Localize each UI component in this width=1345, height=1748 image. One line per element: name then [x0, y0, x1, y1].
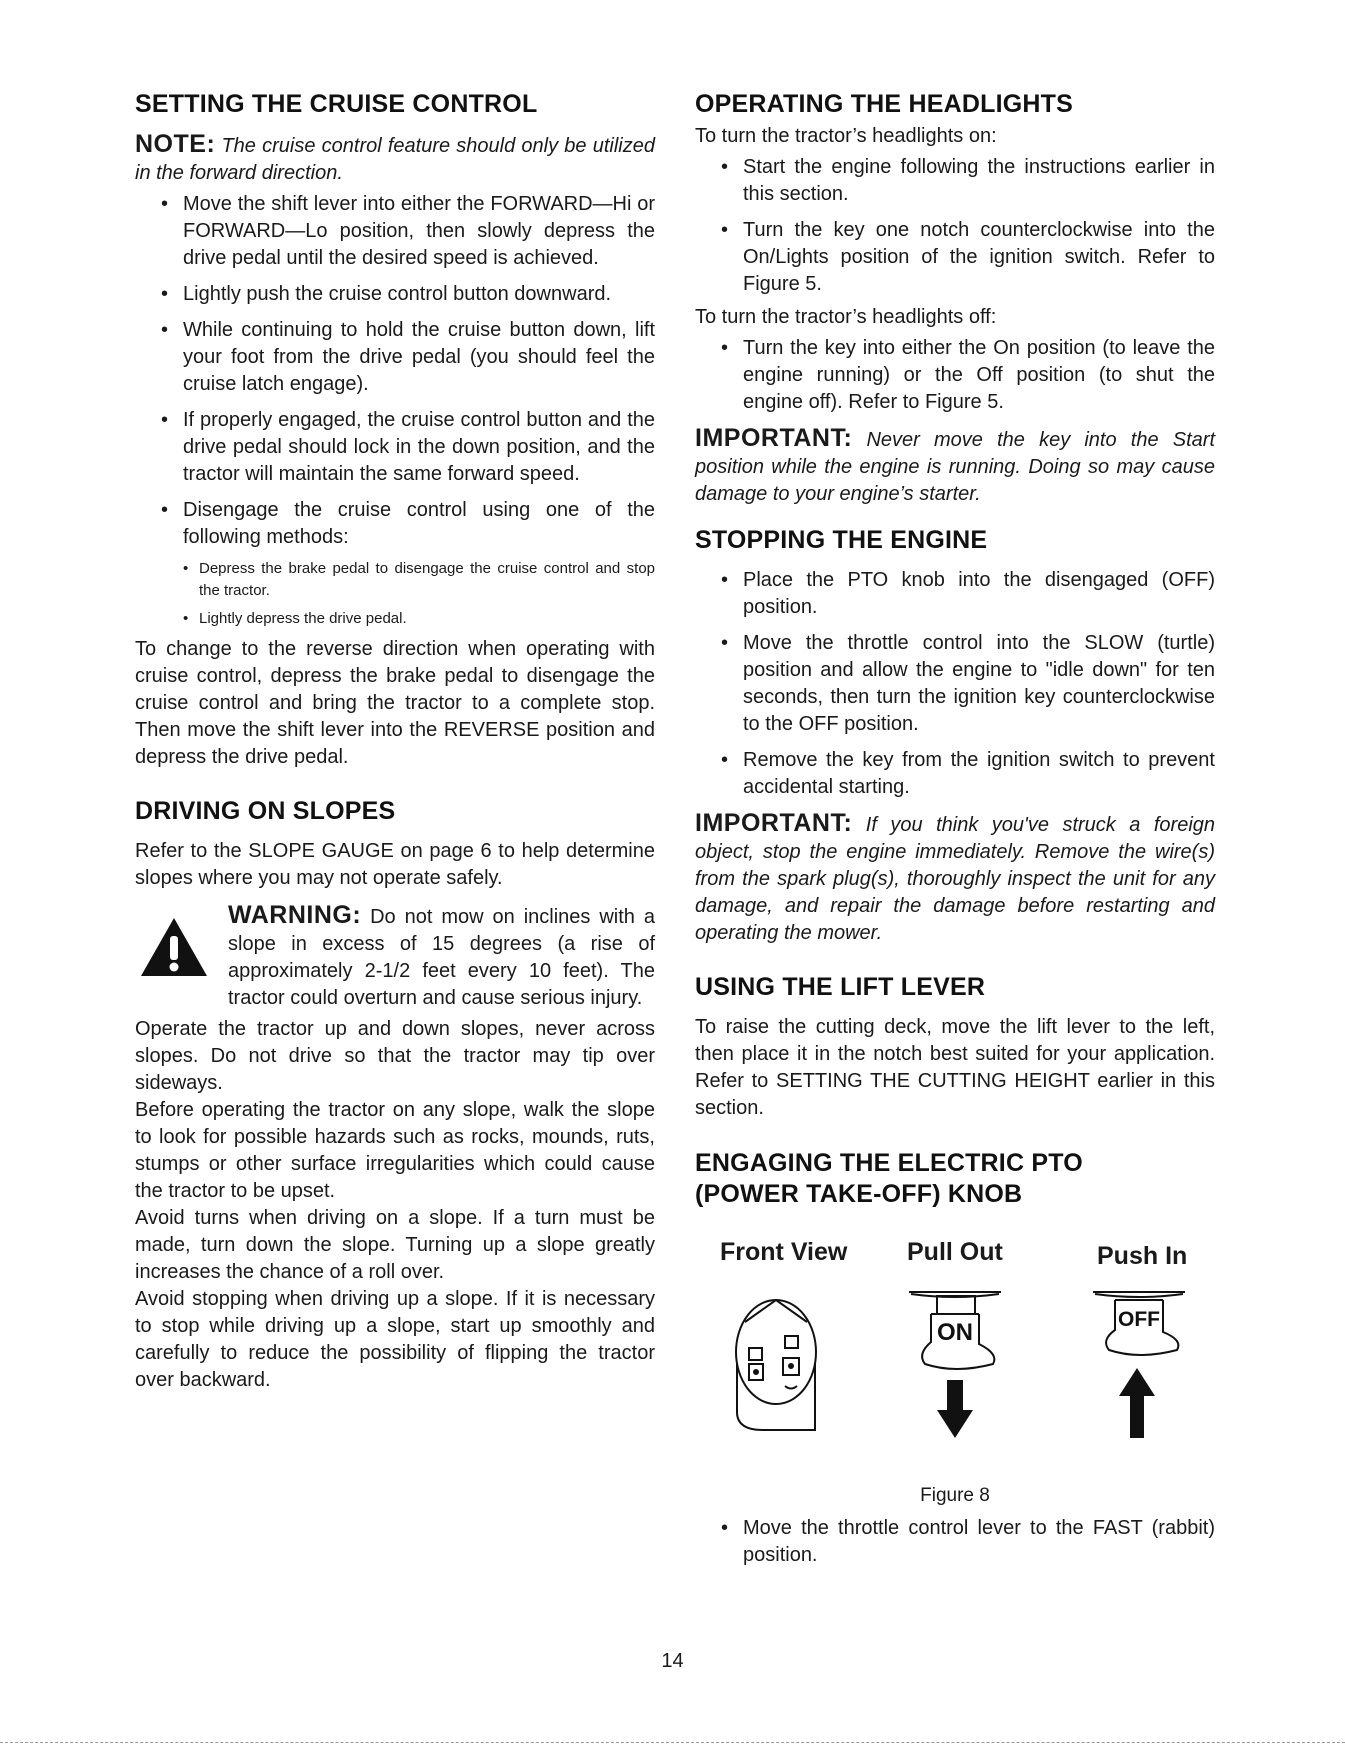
stopping-steps	[695, 567, 1215, 801]
slopes-section	[135, 797, 655, 1394]
warning-label: WARNING:	[228, 901, 362, 929]
pto-title-line1: ENGAGING THE ELECTRIC PTO	[695, 1149, 1083, 1177]
list-item: • Start the engine following the instructions earlier in this section.	[721, 154, 1215, 208]
page-bottom-rule	[0, 1742, 1345, 1743]
list-item: • While continuing to hold the cruise button down, lift your foot from the drive pedal (you should feel the cruise latch engage).	[161, 317, 655, 398]
right-column	[695, 90, 1215, 1578]
list-item: • Move the shift lever into either the FORWARD—Hi or FORWARD—Lo position, then slowly depress the drive pedal until the desired speed is achieved.	[161, 191, 655, 272]
slopes-paragraph: Operate the tractor up and down slopes, never across slopes. Do not drive so that the tractor may tip over sideways.	[135, 1018, 655, 1094]
list-item: • If properly engaged, the cruise control button and the drive pedal should lock in the down position, and the tractor will maintain the same forward speed.	[161, 407, 655, 488]
stopping-important	[695, 810, 1215, 947]
list-item: • Place the PTO knob into the disengaged (OFF) position.	[721, 567, 1215, 621]
on-label: ON	[937, 1319, 973, 1346]
list-item: • Lightly depress the drive pedal.	[183, 608, 655, 630]
list-item: • Move the throttle control lever to the FAST (rabbit) position.	[721, 1515, 1215, 1569]
cruise-section	[135, 90, 655, 771]
pto-figure	[695, 1222, 1215, 1492]
headlights-off-intro: To turn the tractor’s headlights off:	[695, 306, 997, 328]
slopes-paragraph: Avoid stopping when driving up a slope. If it is necessary to stop while driving up a slope, start up smoothly and carefully to reduce the possibility of flipping the tractor over backward.	[135, 1288, 655, 1391]
list-item: • Lightly push the cruise control button downward.	[161, 281, 655, 308]
important-label: IMPORTANT:	[695, 809, 853, 837]
pto-pull-out-icon	[901, 1288, 1011, 1468]
list-item: • Remove the key from the ignition switch to prevent accidental starting.	[721, 747, 1215, 801]
headlights-on-intro: To turn the tractor’s headlights on:	[695, 125, 997, 147]
cruise-title: SETTING THE CRUISE CONTROL	[135, 90, 538, 118]
pto-section	[695, 1148, 1215, 1569]
note-label: NOTE:	[135, 130, 216, 158]
list-item: • Disengage the cruise control using one of the following methods:	[161, 497, 655, 551]
reverse-paragraph: To change to the reverse direction when operating with cruise control, depress the brake pedal to disengage the cruise control and bring the tractor to a complete stop. Then move the shift lever into the REVERSE position and depress the drive pedal.	[135, 638, 655, 768]
slope-warning	[135, 902, 655, 1012]
lift-text: To raise the cutting deck, move the lift lever to the left, then place it in the notch best suited for your application. Refer to SETTING THE CUTTING HEIGHT earlier in this section.	[695, 1016, 1215, 1119]
headlights-off-steps	[695, 335, 1215, 416]
pull-out-label: Pull Out	[907, 1238, 1003, 1266]
left-column	[135, 90, 655, 1420]
slopes-paragraph: Before operating the tractor on any slope, walk the slope to look for possible hazards such as rocks, mounds, ruts, stumps or other surface irregularities which could cause the tractor to be upset.	[135, 1099, 655, 1202]
headlights-important	[695, 425, 1215, 508]
warning-body	[228, 902, 655, 1012]
front-view-label: Front View	[720, 1238, 848, 1266]
important-text: Never move the key into the Start position while the engine is running. Doing so may cause damage to your engine’s starter.	[695, 429, 1216, 505]
headlights-section	[695, 90, 1215, 508]
disengage-methods	[135, 558, 655, 630]
note-text: The cruise control feature should only be utilized in the forward direction.	[135, 135, 655, 184]
headlights-title: OPERATING THE HEADLIGHTS	[695, 90, 1073, 118]
pto-title	[695, 1148, 1215, 1210]
figure-caption: Figure 8	[920, 1485, 990, 1506]
slopes-intro: Refer to the SLOPE GAUGE on page 6 to help determine slopes where you may not operate safely.	[135, 840, 655, 889]
pto-push-in-icon	[1085, 1288, 1195, 1468]
stopping-title: STOPPING THE ENGINE	[695, 526, 988, 554]
important-label: IMPORTANT:	[695, 424, 853, 452]
list-item: • Move the throttle control into the SLOW (turtle) position and allow the engine to "idle down" for ten seconds, then turn the ignition key counterclockwise to the OFF position.	[721, 630, 1215, 738]
push-in-label: Push In	[1097, 1242, 1188, 1270]
off-label: OFF	[1118, 1308, 1160, 1331]
warning-triangle-icon	[139, 916, 209, 978]
stopping-section	[695, 526, 1215, 947]
lift-title: USING THE LIFT LEVER	[695, 973, 986, 1001]
pto-title-line2: (POWER TAKE-OFF) KNOB	[695, 1180, 1023, 1208]
pto-front-view-icon	[723, 1292, 823, 1437]
slopes-title: DRIVING ON SLOPES	[135, 797, 396, 825]
cruise-note	[135, 131, 655, 187]
page-number: 14	[661, 1650, 684, 1672]
list-item: • Turn the key into either the On position (to leave the engine running) or the Off position (to shut the engine off). Refer to Figure 5.	[721, 335, 1215, 416]
cruise-steps	[135, 191, 655, 551]
slopes-paragraph: Avoid turns when driving on a slope. If a turn must be made, turn down the slope. Turning up a slope greatly increases the chance of a roll over.	[135, 1207, 655, 1283]
pto-steps	[695, 1515, 1215, 1569]
headlights-on-steps	[695, 154, 1215, 298]
lift-section	[695, 973, 1215, 1122]
list-item: • Turn the key one notch counterclockwise into the On/Lights position of the ignition switch. Refer to Figure 5.	[721, 217, 1215, 298]
list-item: • Depress the brake pedal to disengage the cruise control and stop the tractor.	[183, 558, 655, 602]
important-text: If you think you've struck a foreign object, stop the engine immediately. Remove the wire(s) from the spark plug(s), thoroughly inspect the unit for any damage, and repair the damage before restarting and operating the mower.	[695, 814, 1216, 944]
warning-text: Do not mow on inclines with a slope in excess of 15 degrees (a rise of approximately 2-1/2 feet every 10 feet). The tractor could overturn and cause serious injury.	[228, 906, 655, 1009]
